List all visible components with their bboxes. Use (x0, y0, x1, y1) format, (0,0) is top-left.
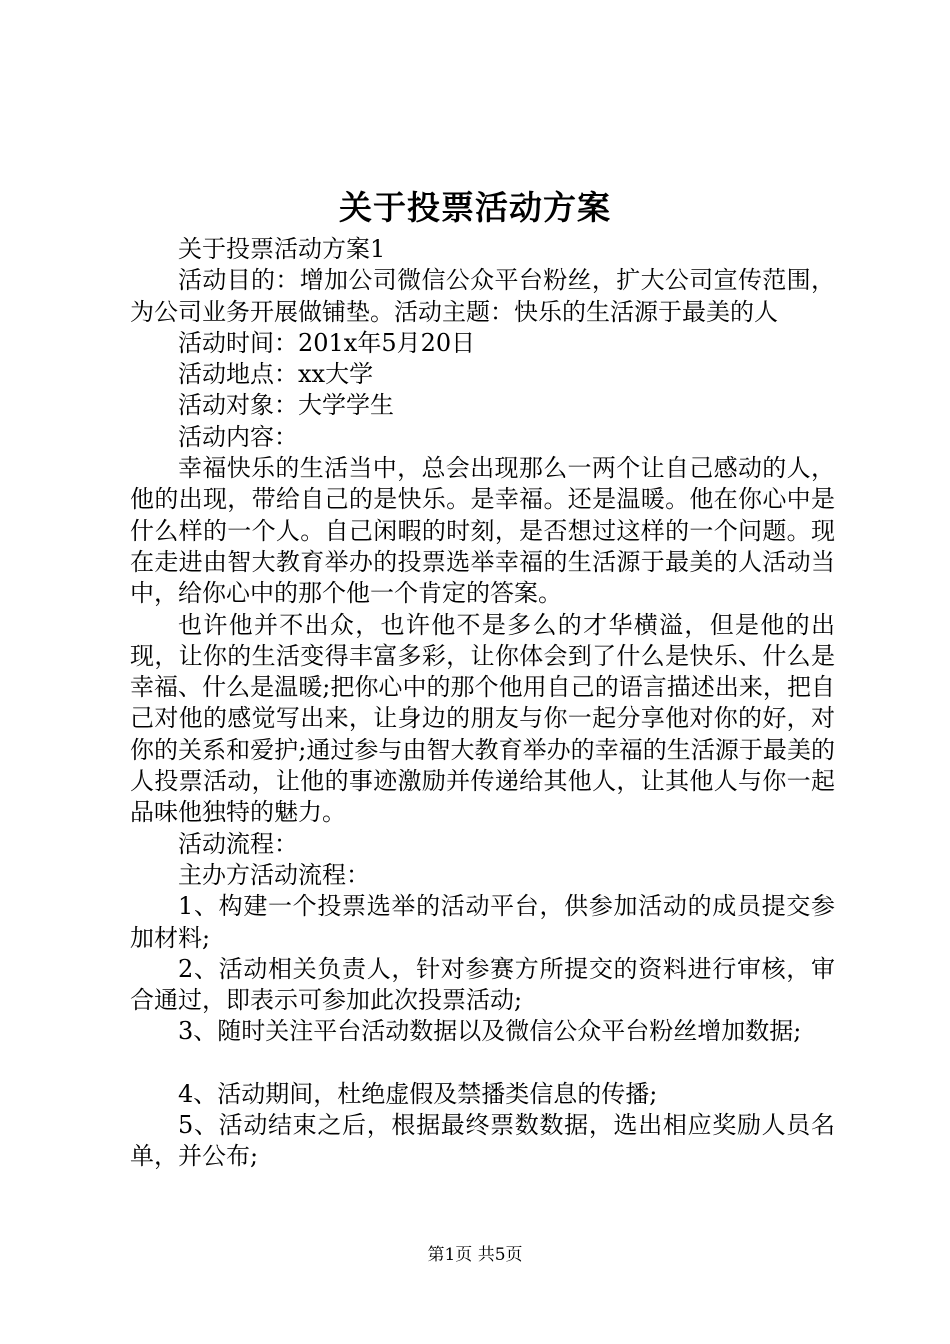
section-heading: 关于投票活动方案1 (178, 235, 386, 263)
paragraph-content-1: 幸福快乐的生活当中，总会出现那么一两个让自己感动的人，他的出现，带给自己的是快乐。是幸福。还是温暖。他在你心中是什么样的一个人。自己闲暇的时刻，是否想过这样的一个问题。现在走进由智大教育举办的投票选举幸福的生活源于最美的人活动当中，给你心中的那个他一个肯定的答案。 (130, 454, 835, 608)
paragraph-process-label: 活动流程： (178, 829, 298, 858)
paragraph-location: 活动地点：xx大学 (178, 360, 374, 389)
page-footer: 第1页 共5页 (427, 1245, 523, 1265)
list-item-step-5: 5、活动结束之后，根据最终票数数据，选出相应奖励人员名单，并公布; (130, 1111, 835, 1171)
paragraph-organizer-process-label: 主办方活动流程： (178, 860, 370, 889)
paragraph-audience: 活动对象：大学学生 (178, 391, 394, 420)
paragraph-purpose: 活动目的：增加公司微信公众平台粉丝，扩大公司宣传范围，为公司业务开展做铺垫。活动主题：快乐的生活源于最美的人 (130, 266, 835, 326)
document-body (130, 234, 835, 1173)
paragraph-time: 活动时间：201x年5月20日 (178, 328, 476, 357)
list-item-step-2: 2、活动相关负责人，针对参赛方所提交的资料进行审核，审合通过，即表示可参加此次投票活动; (130, 954, 835, 1015)
list-item-step-1: 1、构建一个投票选举的活动平台，供参加活动的成员提交参加材料; (130, 892, 835, 952)
list-item-step-4: 4、活动期间，杜绝虚假及禁播类信息的传播; (178, 1079, 658, 1108)
paragraph-content-2: 也许他并不出众，也许他不是多么的才华横溢，但是他的出现，让你的生活变得丰富多彩，让你体会到了什么是快乐、什么是幸福、什么是温暖;把你心中的那个他用自己的语言描述出来，把自己对他的感觉写出来，让身边的朋友与你一起分享他对你的好，对你的关系和爱护;通过参与由智大教育举办的幸福的生活源于最美的人投票活动，让他的事迹激励并传递给其他人，让其他人与你一起品味他独特的魅力。 (130, 610, 835, 827)
paragraph-content-label: 活动内容： (178, 422, 298, 451)
document-title: 关于投票活动方案 (339, 188, 611, 227)
list-item-step-3: 3、随时关注平台活动数据以及微信公众平台粉丝增加数据; (178, 1017, 802, 1046)
